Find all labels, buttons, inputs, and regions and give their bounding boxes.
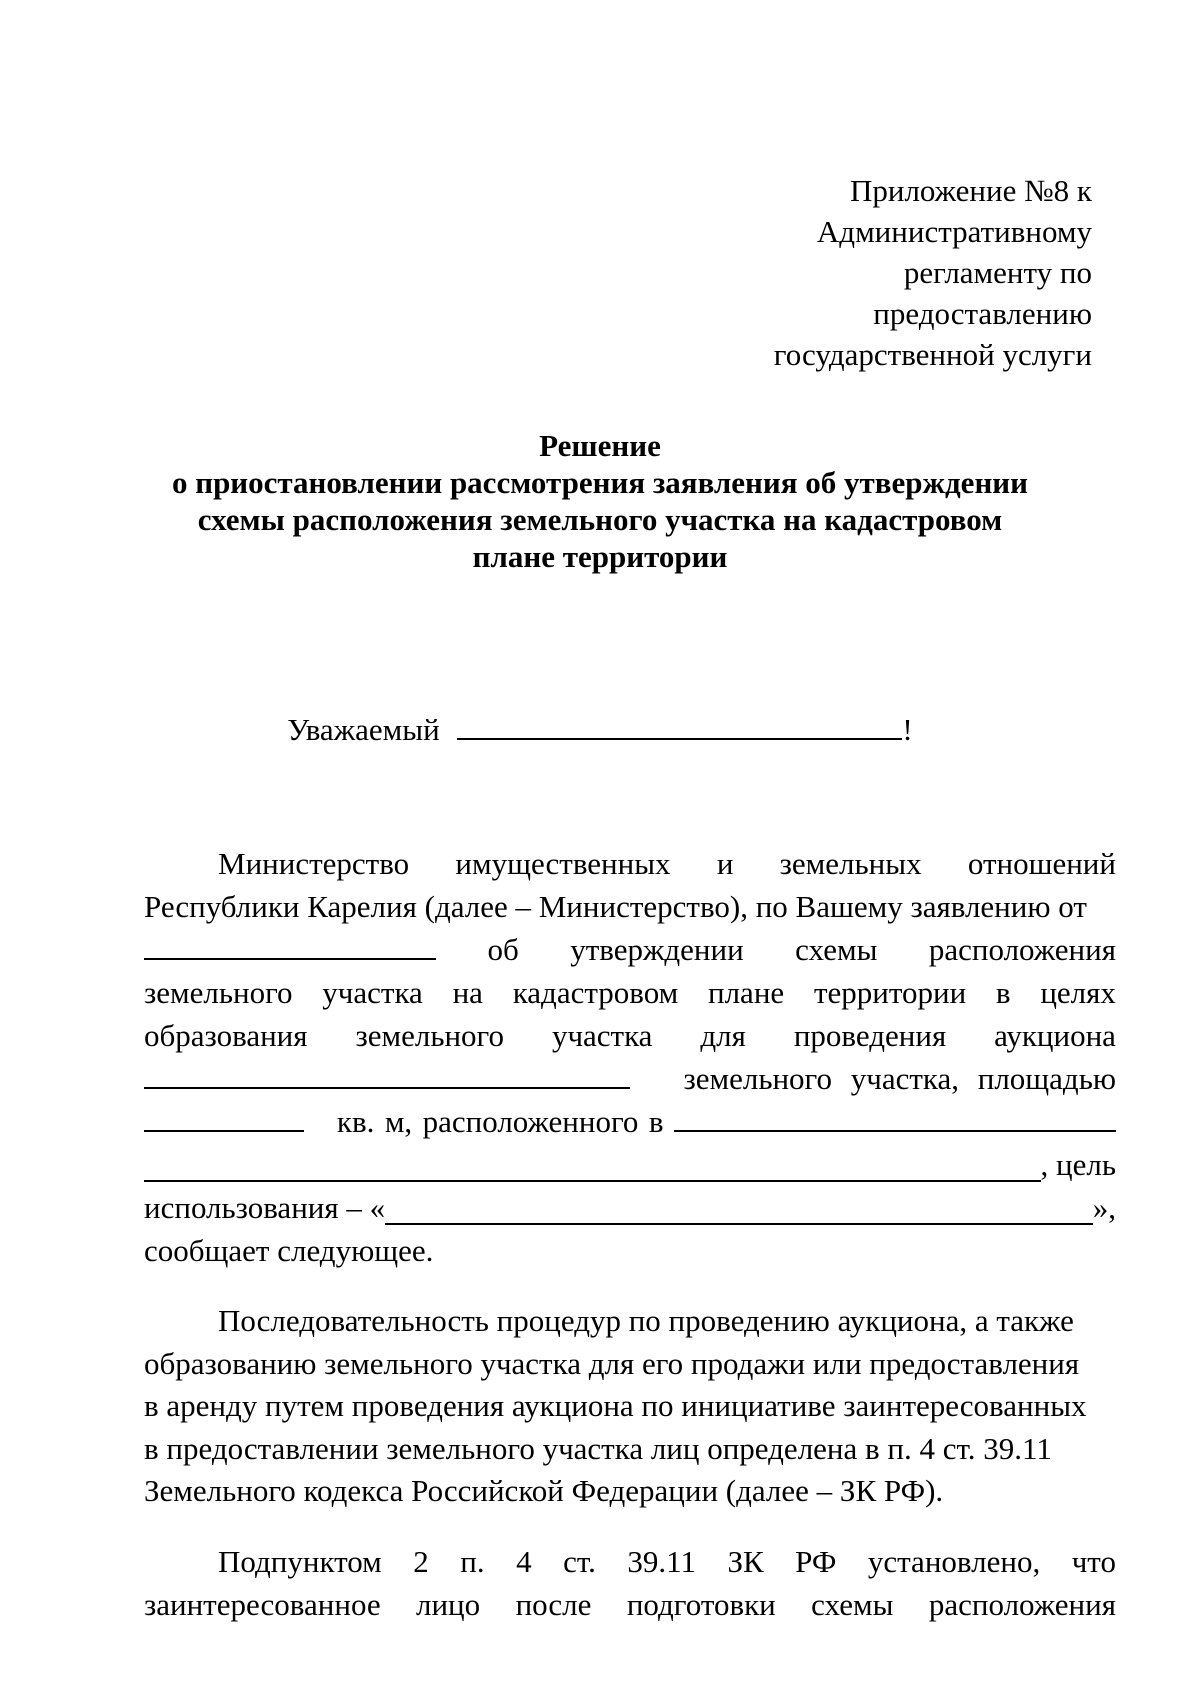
- word: утверждении: [570, 932, 744, 967]
- word: имущественных: [455, 846, 671, 881]
- word: проведения: [793, 1018, 947, 1053]
- recipient-name-blank[interactable]: [457, 708, 902, 740]
- text-line-content: сообщает следующее.: [144, 1233, 434, 1268]
- text-fragment: , цель: [1040, 1147, 1116, 1182]
- text-line-content: Республики Карелия (далее – Министерство), по Вашему заявлению от: [144, 889, 1087, 924]
- word: образования: [144, 1018, 308, 1053]
- location-blank[interactable]: [674, 1100, 1116, 1132]
- word: 2: [413, 1544, 429, 1579]
- word: территории: [813, 975, 967, 1010]
- text-fragment: »,: [1092, 1190, 1116, 1225]
- appendix-line: государственной услуги: [773, 337, 1092, 372]
- word: заинтересованное: [144, 1587, 381, 1622]
- application-date-blank[interactable]: [144, 928, 436, 960]
- word: участка,: [850, 1061, 959, 1096]
- title-line: схемы расположения земельного участка на кадастровом: [197, 502, 1003, 537]
- text-line: [144, 1186, 1116, 1229]
- text-line: [144, 1583, 1116, 1626]
- text-line: [144, 1540, 1116, 1583]
- appendix-line: Административному: [816, 214, 1092, 249]
- word: 39.11: [627, 1544, 696, 1579]
- word: ст.: [563, 1544, 596, 1579]
- word: схемы: [795, 932, 878, 967]
- word: расположения: [928, 932, 1116, 967]
- word: кадастровом: [512, 975, 679, 1010]
- text-line: [144, 1229, 1116, 1272]
- word: земельного: [144, 975, 293, 1010]
- word: установлено,: [867, 1544, 1041, 1579]
- word: в: [995, 975, 1011, 1010]
- word: схемы: [811, 1587, 894, 1622]
- text-line: [144, 885, 1116, 928]
- paragraph-1: [144, 842, 1116, 1272]
- word: и: [716, 846, 734, 881]
- salutation-suffix: !: [902, 712, 913, 747]
- word: 4: [516, 1544, 532, 1579]
- word: ЗК: [727, 1544, 764, 1579]
- location-continuation-blank[interactable]: [144, 1150, 1041, 1182]
- word: расположения: [928, 1587, 1116, 1622]
- title-line: о приостановлении рассмотрения заявления об утверждении: [171, 465, 1029, 500]
- word: после: [515, 1587, 592, 1622]
- word: лицо: [416, 1587, 481, 1622]
- document-title: [100, 427, 1100, 575]
- word: расположенного: [422, 1104, 639, 1139]
- salutation-prefix: Уважаемый: [287, 712, 440, 747]
- text-line: [144, 1143, 1116, 1186]
- text-line-content: Земельного кодекса Российской Федерации (далее – ЗК РФ).: [144, 1473, 944, 1508]
- text-line-content: Последовательность процедур по проведению аукциона, а также: [218, 1303, 1074, 1338]
- text-line: [144, 928, 1116, 971]
- word: м,: [384, 1104, 413, 1139]
- text-line: [144, 1300, 1116, 1343]
- word: земельного: [355, 1018, 504, 1053]
- word: аукциона: [994, 1018, 1116, 1053]
- text-line-content: образованию земельного участка для его продажи или предоставления: [144, 1345, 1080, 1381]
- word: земельных: [779, 846, 922, 881]
- appendix-line: Приложение №8 к: [849, 173, 1092, 208]
- word: об: [487, 932, 519, 967]
- auction-type-blank[interactable]: [144, 1057, 630, 1089]
- text-line: [144, 1100, 1116, 1143]
- word: в: [648, 1104, 664, 1139]
- word: РФ: [795, 1544, 837, 1579]
- text-line: [144, 1343, 1116, 1386]
- title-line: плане территории: [472, 539, 728, 574]
- word: площадью: [977, 1061, 1116, 1096]
- paragraph-3: [144, 1540, 1116, 1626]
- text-line-content: в аренду путем проведения аукциона по инициативе заинтересованных: [144, 1388, 1087, 1423]
- word: Подпунктом: [218, 1544, 382, 1579]
- appendix-line: регламенту по: [903, 255, 1092, 290]
- text-line: [144, 1014, 1116, 1057]
- text-line: [144, 1385, 1116, 1428]
- salutation: [0, 708, 1200, 750]
- word: п.: [460, 1544, 485, 1579]
- text-line: [144, 1470, 1116, 1513]
- word: что: [1071, 1544, 1116, 1579]
- word: целях: [1040, 975, 1116, 1010]
- word: подготовки: [626, 1587, 776, 1622]
- paragraph-2: [144, 1300, 1116, 1513]
- text-line-content: в предоставлении земельного участка лиц определена в п. 4 ст. 39.11: [144, 1430, 1052, 1466]
- word: плане: [708, 975, 785, 1010]
- word: участка: [322, 975, 423, 1010]
- text-line: [144, 842, 1116, 885]
- text-line: [144, 1057, 1116, 1100]
- text-fragment: использования – «: [144, 1190, 386, 1225]
- area-blank[interactable]: [144, 1100, 304, 1132]
- appendix-line: предоставлению: [873, 296, 1092, 331]
- word: земельного: [683, 1061, 832, 1096]
- word: участка: [551, 1018, 653, 1053]
- word: кв.: [336, 1104, 375, 1139]
- text-line: [144, 1428, 1116, 1471]
- text-line: [144, 971, 1116, 1014]
- appendix-header: [712, 170, 1092, 375]
- title-heading: Решение: [539, 428, 661, 463]
- usage-purpose-blank[interactable]: [385, 1193, 1093, 1225]
- word: отношений: [967, 846, 1116, 881]
- word: для: [700, 1018, 746, 1053]
- word: на: [452, 975, 483, 1010]
- word: Министерство: [218, 846, 410, 881]
